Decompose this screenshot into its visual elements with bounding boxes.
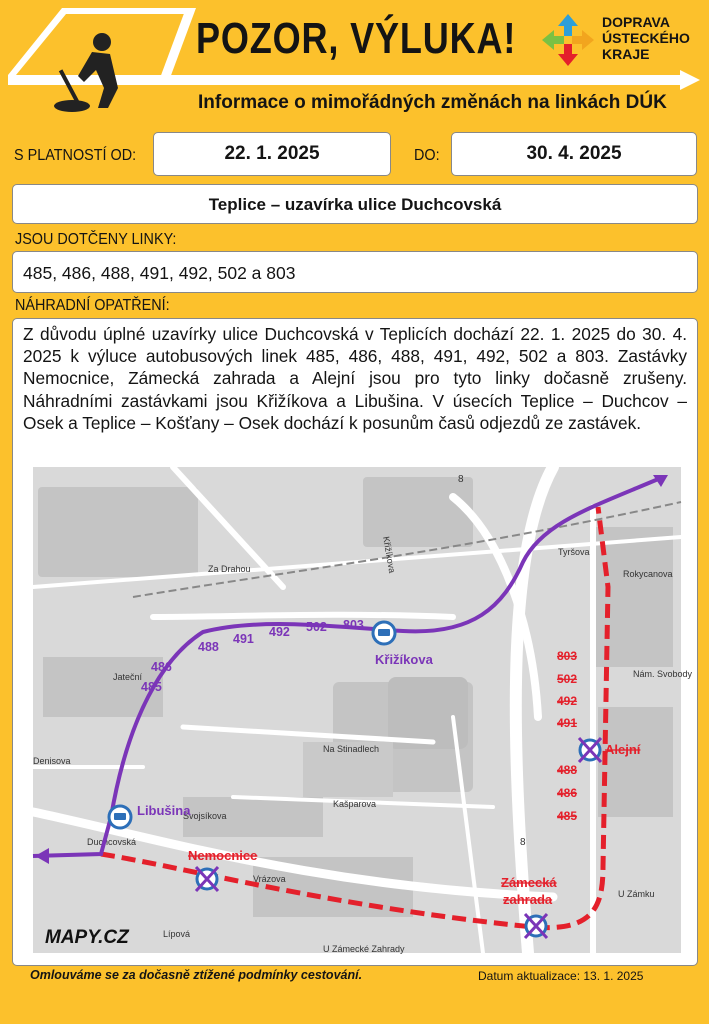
valid-from-field: 22. 1. 2025: [153, 132, 391, 176]
duk-arrows-icon: [540, 12, 596, 66]
measures-panel: [12, 318, 698, 966]
street-nam-svobody: Nám. Svobody: [633, 669, 693, 679]
stop-alejni-label: Alejní: [605, 742, 641, 757]
stop-zamecka-label-1: Zámecká: [501, 875, 557, 890]
stop-zamecka-closed-icon: [525, 914, 547, 938]
line-label-488: 488: [198, 640, 219, 654]
closed-line-485: 485: [557, 809, 578, 823]
measures-text: Z důvodu úplné uzavírky ulice Duchcovská v Teplicích dochází 22. 1. 2025 do 30. 4. 2025 k výluce autobusových linek 485, 486, 488, 491, 492, 502 a 803. Zastávky Nemocnice, Zámecká zahrada a Alejní jsou pro tyto linky dočasně zrušeny. Náhradními zastávkami jsou Křižíkova a Libušina. V úsecích Teplice – Duchcov – Osek a Teplice – Košťany – Osek dochází k posunům časů odjezdů ze zastávek.: [23, 324, 687, 433]
road-number-top: 8: [458, 474, 464, 485]
street-u-zamku: U Zámku: [618, 889, 655, 899]
stop-libusina-icon: [109, 806, 131, 828]
street-krizikova: Křižíkova: [381, 535, 398, 574]
brand-line-1: DOPRAVA: [602, 14, 670, 30]
line-label-486: 486: [151, 660, 172, 674]
street-u-zamecke-zahrady: U Zámecké Zahrady: [323, 944, 405, 954]
brand-text: [602, 14, 690, 62]
street-za-drahou: Za Drahou: [208, 564, 251, 574]
street-vrazova: Vrázova: [253, 874, 286, 884]
page-subtitle: Informace o mimořádných změnách na linkách DÚK: [198, 92, 667, 113]
line-label-485: 485: [141, 680, 162, 694]
duk-logo: [540, 12, 596, 71]
stop-zamecka-label-2: zahrada: [503, 892, 553, 907]
line-label-491: 491: [233, 632, 254, 646]
brand-line-2: ÚSTECKÉHO: [602, 30, 690, 46]
mapy-logo: MAPY.CZ: [45, 927, 129, 948]
valid-to-field: 30. 4. 2025: [451, 132, 697, 176]
stop-krizikova-icon: [373, 622, 395, 644]
affected-lines-value: 485, 486, 488, 491, 492, 502 a 803: [12, 251, 698, 293]
closed-line-803: 803: [557, 649, 578, 663]
street-tyrsova: Tyršova: [558, 547, 590, 557]
closed-line-502: 502: [557, 672, 578, 686]
worker-icon: [54, 33, 118, 112]
closure-title: Teplice – uzavírka ulice Duchcovská: [12, 184, 698, 224]
street-denisova: Denisova: [33, 756, 71, 766]
measures-label: NÁHRADNÍ OPATŘENÍ:: [15, 297, 170, 314]
street-lipova: Lípová: [163, 929, 191, 939]
street-svojsikova: Svojsíkova: [183, 811, 227, 821]
line-label-492: 492: [269, 625, 290, 639]
stop-krizikova-label: Křižíkova: [375, 652, 433, 667]
brand-line-3: KRAJE: [602, 46, 650, 62]
page-title: POZOR, VÝLUKA!: [196, 14, 517, 63]
closed-line-492: 492: [557, 694, 578, 708]
closed-line-488: 488: [557, 763, 578, 777]
affected-lines-label: JSOU DOTČENY LINKY:: [15, 231, 177, 248]
road-number-bottom: 8: [520, 837, 526, 848]
closed-line-486: 486: [557, 786, 578, 800]
footer-apology: Omlouváme se za dočasně ztížené podmínky cestování.: [30, 968, 363, 982]
stop-libusina-label: Libušina: [137, 803, 191, 818]
street-rokycanova: Rokycanova: [623, 569, 673, 579]
street-kasparova: Kašparova: [333, 799, 377, 809]
valid-from-label: S PLATNOSTÍ OD:: [14, 147, 137, 164]
street-na-stinadlech: Na Stinadlech: [323, 744, 380, 754]
closed-line-491: 491: [557, 716, 578, 730]
street-jatecni: Jateční: [113, 672, 143, 682]
valid-to-label: DO:: [414, 147, 440, 164]
line-label-803: 803: [343, 618, 364, 632]
street-duchcovska: Duchcovská: [87, 837, 137, 847]
stop-alejni-closed-icon: [579, 738, 601, 762]
stop-nemocnice-label: Nemocnice: [188, 848, 258, 863]
detour-map: [33, 467, 693, 954]
stop-nemocnice-closed-icon: [196, 867, 218, 891]
footer-updated: Datum aktualizace: 13. 1. 2025: [478, 969, 644, 983]
line-label-502: 502: [306, 620, 327, 634]
